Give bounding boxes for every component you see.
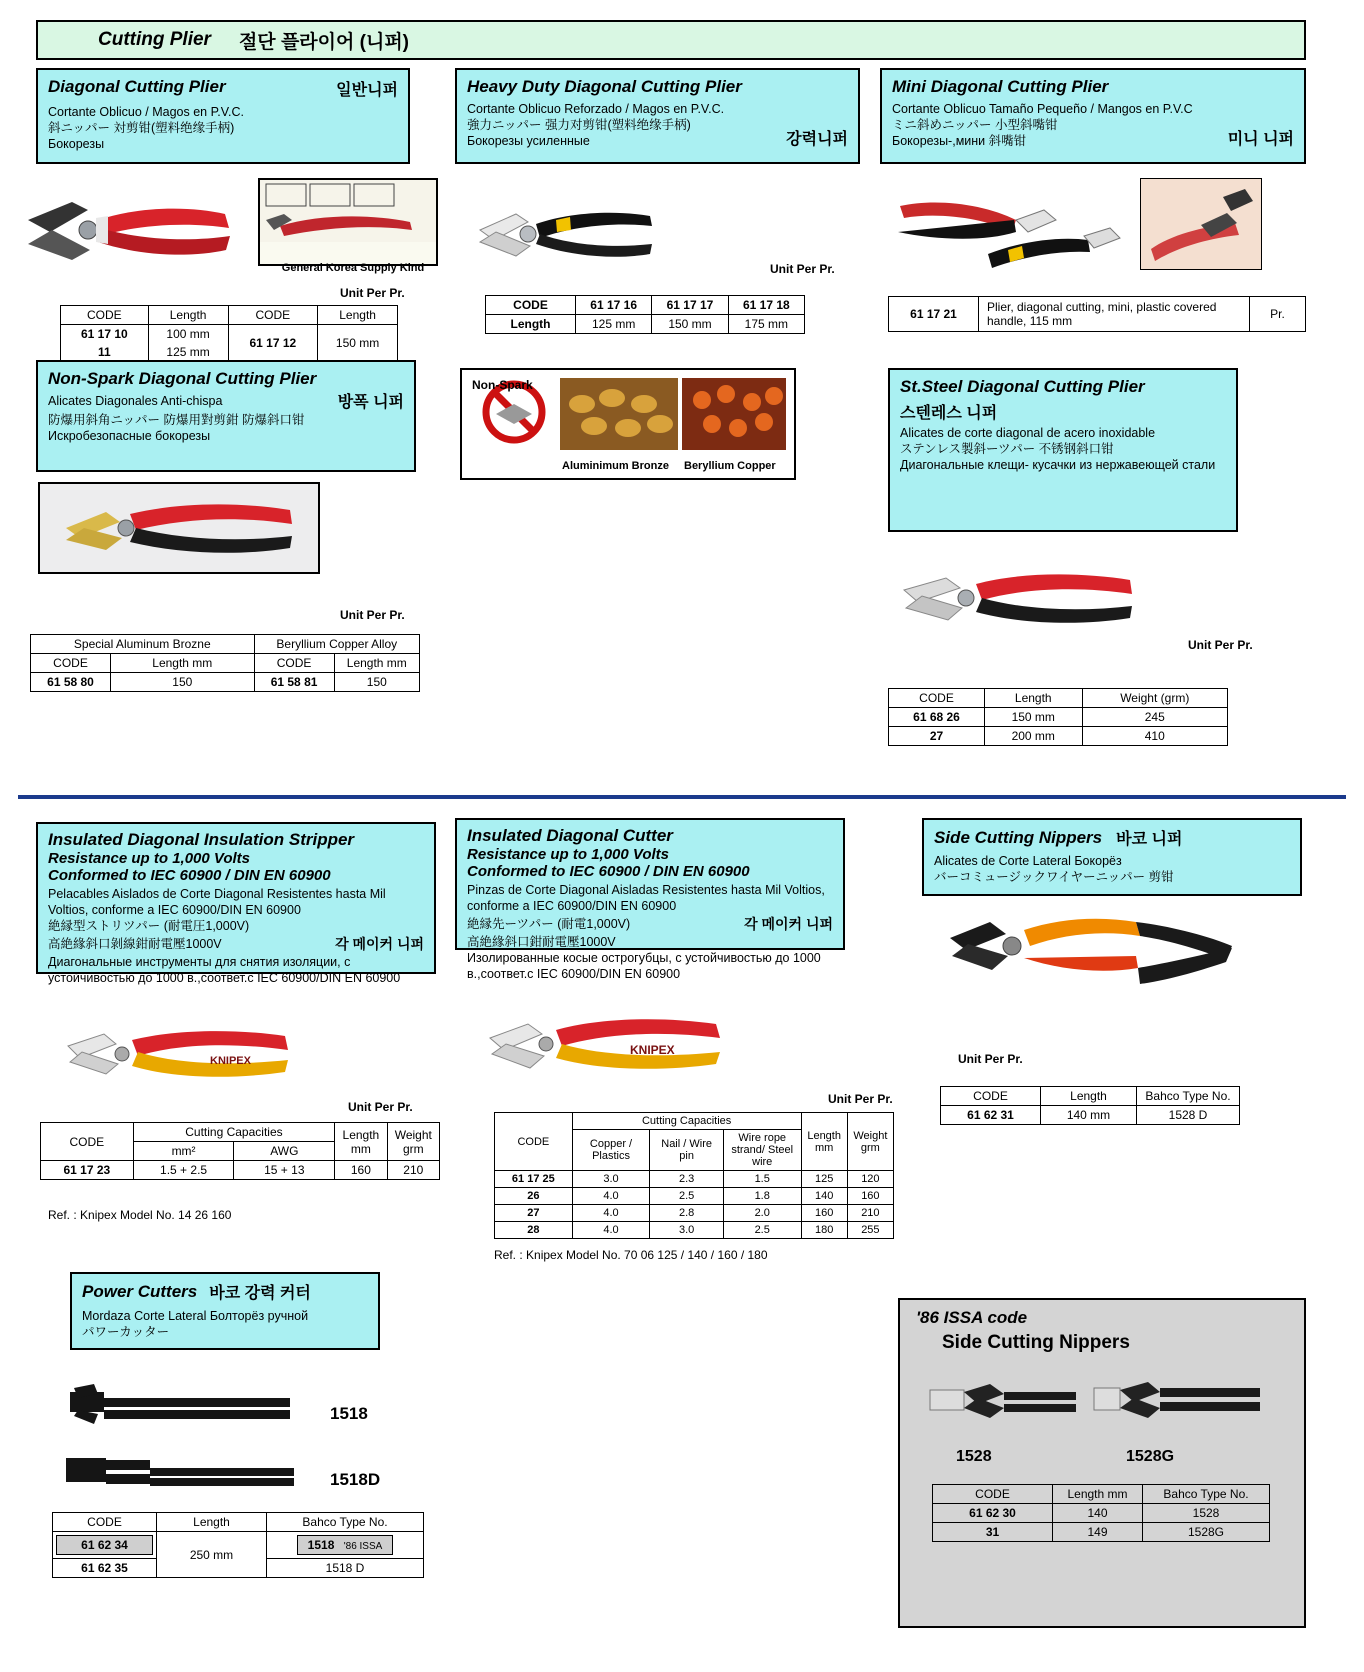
side-nippers-heading: Side Cutting Nippers [934,827,1103,847]
ins-stripper-table [40,1122,440,1180]
page-title-bar [36,20,1306,60]
section-side-nippers-header [922,818,1302,896]
table-row [889,727,1228,746]
mini-r0c1: Plier, diagonal cutting, mini, plastic covered handle, 115 mm [979,297,1250,332]
st-steel-th-0: CODE [889,689,985,708]
diagonal-th-2: CODE [228,306,318,325]
power-cutters-r0c2-cell [267,1532,424,1559]
ins-stripper-r0c0: 61 17 23 [41,1161,134,1180]
ins-stripper-line-3: 高絶緣斜口剝線鉗耐電壓1000V [48,937,222,952]
section-diagonal-header [36,68,410,164]
power-cutters-r0c2 [297,1535,394,1555]
power-cutters-line-2: パワーカッター [82,1325,170,1339]
issa-nipper-1528-photo [924,1362,1084,1442]
table-row [941,1106,1240,1125]
table-header-row [31,635,420,654]
ins-cutter-r0c5: 120 [847,1171,893,1188]
st-steel-line-2: ステンレス製斜ーツパー 不锈钢斜口钳 [900,441,1114,456]
ins-stripper-unit: Unit Per Pr. [348,1100,413,1114]
diagonal-line-1: Cortante Oblicuo / Magos en P.V.C. [48,105,244,119]
non-spark-unit: Unit Per Pr. [340,608,405,622]
ins-cutter-r2c0: 27 [495,1205,573,1222]
mini-r0c0: 61 17 21 [889,297,979,332]
ins-cutter-r1c0: 26 [495,1188,573,1205]
table-row [486,315,805,334]
diagonal-r1c1: 125 mm [148,343,228,362]
diagonal-plier-photo [10,180,250,285]
ins-cutter-photo [480,1008,750,1088]
mini-heading: Mini Diagonal Cutting Plier [892,77,1109,96]
side-nippers-photo [940,900,1240,1010]
ins-cutter-r3c5: 255 [847,1222,893,1239]
ins-stripper-r0c2: 15 + 13 [234,1161,335,1180]
ins-cutter-th-nail: Nail / Wire pin [650,1130,724,1171]
section-mini-header [880,68,1306,164]
section-ins-cutter-header [455,818,845,982]
section-non-spark-header [36,360,416,472]
mini-line-3: Бокорезы-,мини 斜嘴钳 [892,133,1027,148]
issa-label-1528: 1528 [956,1448,992,1465]
ins-cutter-r1c5: 160 [847,1188,893,1205]
ins-cutter-r1c4: 140 [801,1188,847,1205]
diagonal-th-1: Length [148,306,228,325]
power-cutters-table [52,1512,424,1578]
mini-r0c2: Pr. [1250,297,1306,332]
st-steel-r0c1: 150 mm [985,708,1083,727]
hd-r2: 150 mm [652,315,728,334]
ins-cutter-r0c2: 2.3 [650,1171,724,1188]
non-spark-sh-3: Length mm [334,654,419,673]
table-row [53,1532,424,1559]
ins-stripper-line-4: Диагональные инструменты для снятия изоляции, с устойчивостью до 1000 в.,соответ.с IEC 60900/DIN EN 60900 [48,955,401,986]
table-header-row [933,1485,1270,1504]
ins-cutter-group: Cutting Capacities [572,1113,801,1130]
power-cutters-r0c0: 61 62 34 [56,1535,153,1555]
mini-plier-photo-1 [888,180,1138,290]
mini-table [888,296,1306,332]
table-header-row [495,1113,894,1130]
non-spark-heading-kr: 방폭 니퍼 [337,393,404,411]
non-spark-heading: Non-Spark Diagonal Cutting Plier [48,369,317,388]
ins-cutter-r0c3: 1.5 [723,1171,801,1188]
ins-cutter-r3c3: 2.5 [723,1222,801,1239]
diagonal-r0c0: 61 17 10 [61,325,149,344]
general-korea-supply-photo [258,178,438,266]
ins-stripper-group: Cutting Capacities [133,1123,335,1142]
ins-stripper-th-code: CODE [41,1123,134,1161]
ins-stripper-th-length: Length mm [335,1123,387,1161]
issa-box [898,1298,1306,1628]
issa-th-0: CODE [933,1485,1053,1504]
side-nippers-r0c1: 140 mm [1041,1106,1137,1125]
st-steel-line-3: Диагональные клещи- кусачки из нержавеющей стали [900,457,1216,472]
general-korea-supply-caption: General Korea Supply Kind [281,262,425,274]
issa-r1c0: 31 [933,1523,1053,1542]
issa-th-2: Bahco Type No. [1143,1485,1270,1504]
side-nippers-r0c2: 1528 D [1137,1106,1240,1125]
st-steel-r0c0: 61 68 26 [889,708,985,727]
side-nippers-th-0: CODE [941,1087,1041,1106]
table-row [495,1222,894,1239]
st-steel-unit: Unit Per Pr. [1188,638,1253,652]
ins-cutter-r0c1: 3.0 [572,1171,650,1188]
heavy-duty-heading: Heavy Duty Diagonal Cutting Plier [467,77,742,96]
svg-text:KNIPEX: KNIPEX [210,1055,251,1067]
table-row [889,708,1228,727]
table-header-row [53,1513,424,1532]
section-power-cutters-header [70,1272,380,1350]
st-steel-r1c2: 410 [1082,727,1228,746]
diagonal-table [60,305,398,362]
ins-cutter-table [494,1112,894,1239]
ins-stripper-line-1: Pelacables Aislados de Corte Diagonal Resistentes hasta Mil Voltios, conforme a IEC 60900/DIN EN 60900 [48,887,386,918]
mini-line-2: ミニ斜めニッパー 小型斜嘴钳 [892,117,1058,132]
ins-cutter-r0c4: 125 [801,1171,847,1188]
svg-text:KNIPEX: KNIPEX [630,1043,675,1057]
table-row [41,1161,440,1180]
st-steel-plier-photo [890,556,1150,646]
diagonal-r1c0: 11 [61,343,149,362]
ins-cutter-r3c2: 3.0 [650,1222,724,1239]
non-spark-badge: Non-Spark [472,378,533,392]
ins-cutter-r0c0: 61 17 25 [495,1171,573,1188]
power-cutters-th-0: CODE [53,1513,157,1532]
issa-title: '86 ISSA code [916,1308,1028,1327]
hd-h2: 61 17 17 [652,296,728,315]
ins-cutter-line-2: 絶縁先ーツパー (耐電1,000V) [467,917,631,932]
hd-h0: CODE [486,296,576,315]
section-st-steel-header [888,368,1238,532]
table-header-row [61,306,398,325]
table-row [495,1171,894,1188]
non-spark-sh-2: CODE [254,654,334,673]
ins-stripper-r0c1: 1.5 + 2.5 [133,1161,234,1180]
diagonal-r0c1: 100 mm [148,325,228,344]
issa-r1c1: 149 [1053,1523,1143,1542]
side-nippers-unit: Unit Per Pr. [958,1052,1023,1066]
ins-cutter-r1c1: 4.0 [572,1188,650,1205]
non-spark-r0c3: 150 [334,673,419,692]
hd-r1: 125 mm [576,315,652,334]
table-row [31,673,420,692]
ins-cutter-line-4: Изолированные косые острогубцы, с устойчивостью до 1000 в.,соответ.с IEC 60900/DIN EN 60900 [467,951,821,982]
hd-h1: 61 17 16 [576,296,652,315]
heavy-duty-line-1: Cortante Oblicuo Reforzado / Magos en P.V.C. [467,101,725,116]
heavy-duty-line-3: Бокорезы усиленные [467,133,590,148]
st-steel-line-1: Alicates de corte diagonal de acero inoxidable [900,425,1156,440]
ins-cutter-th-weight: Weight grm [847,1113,893,1171]
st-steel-heading-kr: 스텐레스 니퍼 [900,404,998,422]
ins-cutter-line3: Conformed to IEC 60900 / DIN EN 60900 [467,862,750,880]
diagonal-heading-kr: 일반니퍼 [336,82,398,99]
heavy-duty-unit: Unit Per Pr. [770,262,835,276]
ins-cutter-r3c4: 180 [801,1222,847,1239]
issa-r0c2: 1528 [1143,1504,1270,1523]
diagonal-heading: Diagonal Cutting Plier [48,77,226,96]
table-header-row [941,1087,1240,1106]
ins-cutter-th-length: Length mm [801,1113,847,1171]
table-row [495,1205,894,1222]
ins-cutter-heading-kr: 각 메이커 니퍼 [744,916,833,933]
st-steel-th-2: Weight (grm) [1082,689,1228,708]
page-divider [18,795,1346,799]
issa-r0c0: 61 62 30 [933,1504,1053,1523]
table-row [933,1504,1270,1523]
power-cutters-r1c2: 1518 D [267,1559,424,1578]
st-steel-r0c2: 245 [1082,708,1228,727]
heavy-duty-plier-photo [470,190,660,270]
ins-cutter-heading: Insulated Diagonal Cutter [467,826,673,845]
ins-cutter-r3c1: 4.0 [572,1222,650,1239]
side-nippers-heading-kr: 바코 니퍼 [1116,831,1183,848]
side-nippers-table [940,1086,1240,1125]
diagonal-th-3: Length [318,306,398,325]
power-cutters-r0c0-cell [53,1532,157,1559]
ins-cutter-th-code: CODE [495,1113,573,1171]
ins-cutter-r2c3: 2.0 [723,1205,801,1222]
ins-cutter-r1c3: 1.8 [723,1188,801,1205]
diagonal-unit: Unit Per Pr. [340,286,405,300]
ins-stripper-line2: Resistance up to 1,000 Volts [48,849,251,867]
mini-plier-photo-2 [1140,178,1262,270]
non-spark-plier-photo [38,482,320,574]
diagonal-r0c3: 150 mm [318,325,398,362]
power-cutter-label-1518d: 1518D [330,1470,381,1489]
table-header-row [41,1123,440,1142]
non-spark-sh-0: CODE [31,654,111,673]
ins-cutter-th-copper: Copper / Plastics [572,1130,650,1171]
power-cutters-th-1: Length [157,1513,267,1532]
ins-cutter-line-3: 高絶緣斜口鉗耐電壓1000V [467,935,616,950]
ins-cutter-unit: Unit Per Pr. [828,1092,893,1106]
ins-cutter-th-wire: Wire rope strand/ Steel wire [723,1130,801,1171]
non-spark-line-1: Alicates Diagonales Anti-chispa [48,393,223,408]
st-steel-th-1: Length [985,689,1083,708]
ins-cutter-line-1: Pinzas de Corte Diagonal Aisladas Resistentes hasta Mil Voltios, conforme a IEC 60900/DIN EN 60900 [467,883,825,914]
power-cutters-line-1: Mordaza Corte Lateral Болторёз ручной [82,1309,309,1323]
ins-cutter-r3c0: 28 [495,1222,573,1239]
power-cutters-issa-note: '86 ISSA [343,1541,383,1552]
power-cutters-r0c1: 250 mm [157,1532,267,1578]
ins-stripper-heading-kr: 각 메이커 니퍼 [335,936,424,953]
page-title-kr: 절단 플라이어 (니퍼) [238,31,409,53]
diagonal-line-2: 斜ニッパー 対剪钳(塑料绝缘手柄) [48,121,235,135]
side-nippers-th-1: Length [1041,1087,1137,1106]
non-spark-group-0: Special Aluminum Brozne [31,635,255,654]
ins-stripper-r0c3: 160 [335,1161,387,1180]
mini-line-1: Cortante Oblicuo Tamaño Pequeño / Mangos en P.V.C [892,101,1193,116]
table-row [889,297,1306,332]
ins-cutter-r2c5: 210 [847,1205,893,1222]
aluminium-bronze-caption: Aluminimum Bronze [562,460,669,472]
non-spark-r0c2: 61 58 81 [254,673,334,692]
ins-stripper-th-weight: Weight grm [387,1123,439,1161]
non-spark-line-3: Искробезопасные бокорезы [48,428,211,443]
st-steel-r1c1: 200 mm [985,727,1083,746]
ins-stripper-photo [60,1020,325,1090]
non-spark-r0c0: 61 58 80 [31,673,111,692]
power-cutters-th-2: Bahco Type No. [267,1513,424,1532]
non-spark-sh-1: Length mm [111,654,255,673]
non-spark-r0c1: 150 [111,673,255,692]
issa-label-1528g: 1528G [1126,1448,1175,1465]
hd-h3: 61 17 18 [728,296,804,315]
power-cutters-heading-kr: 바코 강력 커터 [209,1285,311,1302]
ins-stripper-line-2: 絶縁型ストリツパー (耐電圧1,000V) [48,919,250,934]
ins-cutter-r1c2: 2.5 [650,1188,724,1205]
heavy-duty-heading-kr: 강력니퍼 [786,130,848,148]
issa-nipper-1528g-photo [1090,1358,1270,1442]
st-steel-heading: St.Steel Diagonal Cutting Plier [900,377,1145,396]
st-steel-table [888,688,1228,746]
table-header-row [889,689,1228,708]
side-nippers-th-2: Bahco Type No. [1137,1087,1240,1106]
side-nippers-line-2: バーコミュージックワイヤーニッパー 剪钳 [934,870,1174,884]
beryllium-copper-caption: Beryllium Copper [684,460,776,472]
table-row [933,1523,1270,1542]
side-nippers-line-1: Alicates de Corte Lateral Бокорёз [934,854,1122,868]
heavy-duty-table [485,295,805,334]
issa-table [932,1484,1270,1542]
ins-cutter-r2c2: 2.8 [650,1205,724,1222]
table-header-row [31,654,420,673]
power-cutters-bahco-1518: 1518 [307,1538,335,1552]
ins-stripper-line3: Conformed to IEC 60900 / DIN EN 60900 [48,866,331,884]
section-heavy-duty-header [455,68,860,164]
ins-stripper-ref: Ref. : Knipex Model No. 14 26 160 [48,1208,232,1222]
issa-r1c2: 1528G [1143,1523,1270,1542]
diagonal-r0c2: 61 17 12 [228,325,318,362]
heavy-duty-line-2: 強力ニッパー 强力对剪钳(塑料绝缘手柄) [467,117,691,132]
ins-stripper-r0c4: 210 [387,1161,439,1180]
ins-cutter-line2: Resistance up to 1,000 Volts [467,845,670,863]
issa-r0c1: 140 [1053,1504,1143,1523]
issa-subtitle: Side Cutting Nippers [942,1332,1130,1353]
power-cutters-heading: Power Cutters [82,1281,198,1301]
hd-r0: Length [486,315,576,334]
ins-stripper-heading: Insulated Diagonal Insulation Stripper [48,830,355,849]
issa-th-1: Length mm [1053,1485,1143,1504]
non-spark-line-2: 防爆用斜角ニッパー 防爆用對剪鉗 防爆斜口钳 [48,412,305,427]
table-row [486,296,805,315]
st-steel-r1c0: 27 [889,727,985,746]
ins-stripper-th-awg: AWG [234,1142,335,1161]
ins-stripper-th-mm2: mm² [133,1142,234,1161]
side-nippers-r0c0: 61 62 31 [941,1106,1041,1125]
ins-cutter-r2c4: 160 [801,1205,847,1222]
power-cutter-1518-photo [50,1380,310,1436]
power-cutters-r1c0: 61 62 35 [53,1559,157,1578]
hd-r3: 175 mm [728,315,804,334]
table-row [61,325,398,344]
table-row [495,1188,894,1205]
power-cutter-1518d-photo [50,1448,310,1504]
mini-heading-kr: 미니 니퍼 [1227,130,1294,148]
ins-cutter-ref: Ref. : Knipex Model No. 70 06 125 / 140 / 160 / 180 [494,1248,768,1262]
non-spark-group-1: Beryllium Copper Alloy [254,635,419,654]
ins-cutter-r2c1: 4.0 [572,1205,650,1222]
page-title-en: Cutting Plier [98,29,211,50]
section-ins-stripper-header [36,822,436,986]
diagonal-line-3: Бокорезы [48,137,105,151]
non-spark-table [30,634,420,692]
diagonal-th-0: CODE [61,306,149,325]
power-cutter-label-1518: 1518 [330,1404,368,1423]
